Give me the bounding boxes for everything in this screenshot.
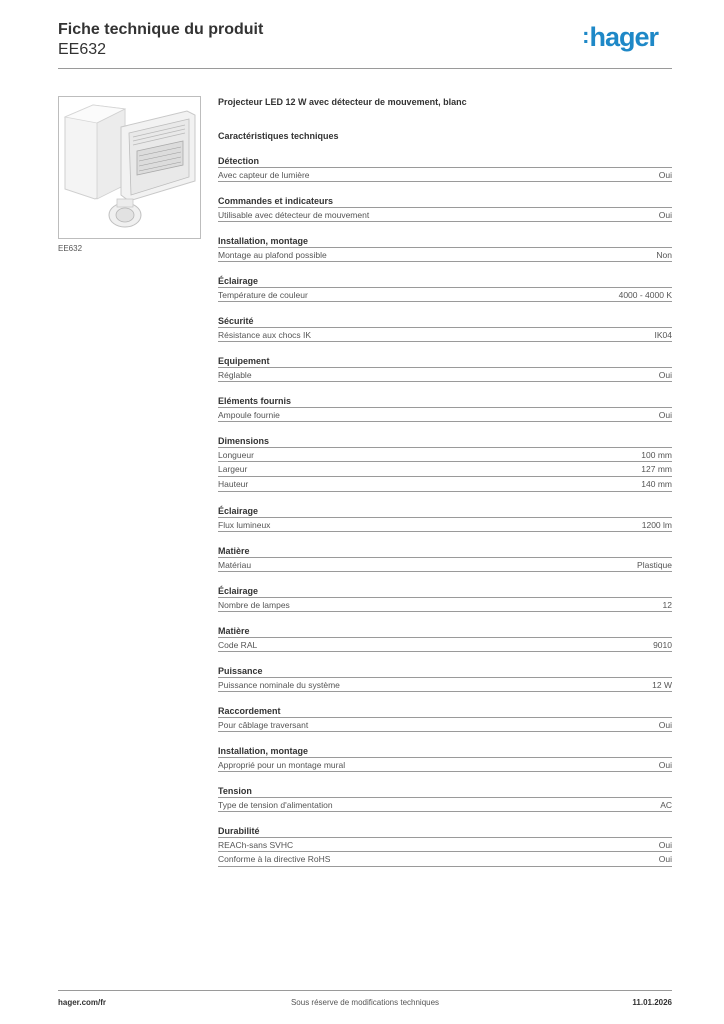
product-description: Projecteur LED 12 W avec détecteur de mouvement, blanc	[218, 97, 467, 107]
spec-label: Avec capteur de lumière	[218, 170, 310, 180]
product-reference: EE632	[58, 41, 107, 58]
spec-row	[218, 367, 672, 382]
spec-group	[218, 506, 672, 532]
spec-group	[218, 316, 672, 342]
spec-group	[218, 236, 672, 262]
spec-row	[218, 287, 672, 302]
spec-label: Montage au plafond possible	[218, 250, 327, 260]
spec-group	[218, 746, 672, 772]
brand-logo	[582, 22, 658, 53]
spec-row	[218, 462, 672, 477]
spec-group	[218, 706, 672, 732]
spec-row	[218, 717, 672, 732]
spec-value: 140 mm	[641, 479, 672, 489]
spec-group-title: Tension	[218, 786, 252, 796]
brand-name: hager	[589, 22, 658, 52]
image-caption: EE632	[58, 244, 83, 253]
footer-date: 11.01.2026	[632, 998, 672, 1007]
spec-value: 127 mm	[641, 464, 672, 474]
spec-group	[218, 436, 672, 492]
spec-group	[218, 156, 672, 182]
spec-group-title: Durabilité	[218, 826, 260, 836]
spec-group	[218, 546, 672, 572]
floodlight-illustration	[59, 97, 201, 239]
spec-label: Largeur	[218, 464, 248, 474]
spec-value: 100 mm	[641, 450, 672, 460]
spec-group	[218, 666, 672, 692]
spec-group	[218, 826, 672, 867]
spec-group-title: Sécurité	[218, 316, 254, 326]
product-image	[58, 96, 201, 239]
spec-groups	[218, 156, 672, 867]
spec-group-title: Commandes et indicateurs	[218, 196, 334, 206]
footer-divider	[58, 990, 672, 991]
spec-row	[218, 797, 672, 812]
spec-value: Oui	[658, 370, 672, 380]
spec-label: Pour câblage traversant	[218, 720, 309, 730]
spec-group-title: Matière	[218, 546, 250, 556]
spec-row	[218, 207, 672, 222]
spec-row	[218, 167, 672, 182]
spec-value: Oui	[658, 854, 672, 864]
spec-value: Oui	[658, 410, 672, 420]
spec-value: Oui	[658, 210, 672, 220]
spec-row	[218, 557, 672, 572]
spec-group-title: Éclairage	[218, 586, 259, 596]
spec-label: Température de couleur	[218, 290, 308, 300]
spec-row	[218, 477, 672, 492]
spec-label: Réglable	[218, 370, 252, 380]
spec-label: Approprié pour un montage mural	[218, 760, 346, 770]
spec-row	[218, 677, 672, 692]
spec-value: 4000 - 4000 K	[618, 290, 672, 300]
spec-row	[218, 852, 672, 867]
spec-group-title: Eléments fournis	[218, 396, 292, 406]
spec-value: 1200 lm	[641, 520, 672, 530]
spec-value: Oui	[658, 170, 672, 180]
spec-row	[218, 757, 672, 772]
logo-mark-icon: :	[582, 23, 589, 48]
spec-group	[218, 196, 672, 222]
spec-group	[218, 356, 672, 382]
spec-group-title: Dimensions	[218, 436, 270, 446]
spec-group-title: Equipement	[218, 356, 270, 366]
spec-group	[218, 276, 672, 302]
footer-disclaimer: Sous réserve de modifications techniques	[290, 998, 440, 1007]
spec-label: Flux lumineux	[218, 520, 271, 530]
spec-row	[218, 517, 672, 532]
specs-heading: Caractéristiques techniques	[218, 131, 339, 141]
spec-group-title: Éclairage	[218, 276, 259, 286]
spec-label: Nombre de lampes	[218, 600, 290, 610]
spec-label: Matériau	[218, 560, 252, 570]
spec-group-title: Matière	[218, 626, 250, 636]
spec-value: Plastique	[637, 560, 672, 570]
spec-value: 12	[662, 600, 672, 610]
spec-label: Type de tension d'alimentation	[218, 800, 333, 810]
spec-label: Longueur	[218, 450, 254, 460]
spec-value: Oui	[658, 720, 672, 730]
spec-value: Oui	[658, 760, 672, 770]
spec-value: IK04	[654, 330, 672, 340]
spec-group	[218, 396, 672, 422]
spec-label: Conforme à la directive RoHS	[218, 854, 331, 864]
spec-value: 9010	[653, 640, 672, 650]
document-title: Fiche technique du produit	[58, 21, 264, 38]
spec-label: REACh-sans SVHC	[218, 840, 294, 850]
spec-label: Ampoule fournie	[218, 410, 280, 420]
spec-group-title: Installation, montage	[218, 236, 309, 246]
spec-value: AC	[660, 800, 672, 810]
page-header	[58, 20, 672, 70]
spec-label: Code RAL	[218, 640, 258, 650]
spec-label: Puissance nominale du système	[218, 680, 340, 690]
spec-row	[218, 637, 672, 652]
spec-group	[218, 586, 672, 612]
spec-row	[218, 597, 672, 612]
spec-value: 12 W	[652, 680, 672, 690]
spec-label: Utilisable avec détecteur de mouvement	[218, 210, 370, 220]
spec-row	[218, 407, 672, 422]
spec-content	[218, 96, 672, 867]
spec-row	[218, 327, 672, 342]
spec-row	[218, 247, 672, 262]
spec-value: Non	[656, 250, 672, 260]
footer-website-link[interactable]: hager.com/fr	[58, 998, 107, 1007]
spec-value: Oui	[658, 840, 672, 850]
spec-group-title: Raccordement	[218, 706, 281, 716]
spec-label: Hauteur	[218, 479, 249, 489]
spec-row	[218, 447, 672, 462]
spec-group	[218, 786, 672, 812]
spec-group-title: Détection	[218, 156, 260, 166]
spec-group	[218, 626, 672, 652]
spec-group-title: Puissance	[218, 666, 263, 676]
spec-group-title: Installation, montage	[218, 746, 309, 756]
spec-group-title: Éclairage	[218, 506, 259, 516]
spec-label: Résistance aux chocs IK	[218, 330, 312, 340]
header-divider	[58, 68, 672, 69]
spec-row	[218, 837, 672, 852]
